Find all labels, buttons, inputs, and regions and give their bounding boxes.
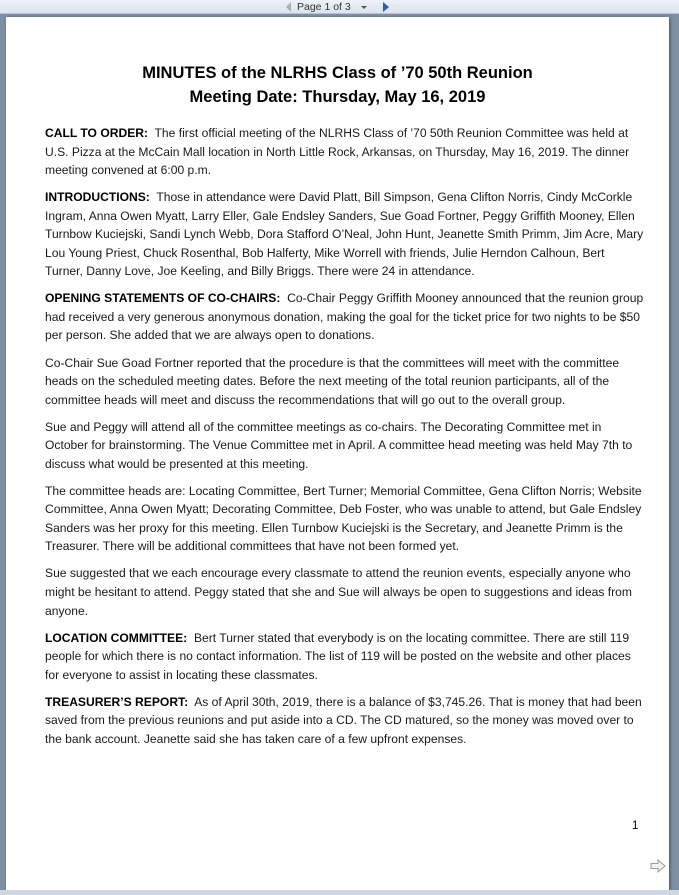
viewer-toolbar (0, 0, 679, 14)
paragraph-location-committee (45, 629, 645, 685)
meeting-date-title: Meeting Date: Thursday, May 16, 2019 (189, 88, 486, 106)
paragraph-committee-heads (45, 482, 645, 556)
paragraph-text: Sue suggested that we each encourage every classmate to attend the reunion events, especially anyone who might be hesitant to attend. Peggy stated that she and Sue will always be open to suggestions and ideas from anyone. (45, 566, 632, 618)
paragraph-procedure (45, 354, 645, 410)
next-page-icon[interactable] (383, 2, 389, 12)
paragraph-text: As of April 30th, 2019, there is a balance of $3,745.26. That is money that had been saved from the previous reunions and put aside into a CD. The CD matured, so the money was moved over to the bank account. Jeanette said she has taken care of a few upfront expenses. (45, 694, 642, 746)
previous-page-icon[interactable] (286, 2, 291, 12)
paragraph-opening-statements (45, 289, 645, 345)
paragraph-text: Co-Chair Peggy Griffith Mooney announced that the reunion group had received a very generous anonymous donation, making the goal for the ticket price for two nights to be $50 per person. She added that we are always open to donations. (45, 291, 644, 343)
page-number: 1 (632, 820, 639, 832)
document-page (6, 17, 669, 890)
paragraph-text: Bert Turner stated that everybody is on the locating committee. There are still 119 people for which there is no contact information. The list of 119 will be posted on the website and other places for everyone to assist in locating these classmates. (45, 630, 631, 682)
paragraph-committee-meetings (45, 418, 645, 474)
section-heading: OPENING STATEMENTS OF CO-CHAIRS: (45, 291, 281, 306)
paragraph-treasurers-report (45, 693, 645, 749)
page-dropdown-icon[interactable] (361, 6, 367, 9)
paragraph-text: Those in attendance were David Platt, Bill Simpson, Gena Clifton Norris, Cindy McCorkle Ingram, Anna Owen Myatt, Larry Eller, Gale Endsley Sanders, Sue Goad Fortner, Peggy Griffith Mooney, Ellen Turnbow Kuciejski, Sandi Lynch Webb, Dora Stafford O’Neal, John Hunt, Jeanette Smith Primm, Jim Acre, Mary Lou Young Priest, Chuck Rosenthal, Bob Halferty, Mike Worrell with friends, Julie Herndon Calhoun, Bert Turner, Danny Love, Joe Keeling, and Billy Briggs. There were 24 in attendance. (45, 190, 644, 279)
next-page-arrow-icon[interactable] (650, 859, 666, 873)
section-heading: CALL TO ORDER: (45, 126, 149, 140)
paragraph-text: Co-Chair Sue Goad Fortner reported that the procedure is that the committees will meet with the committee heads on the scheduled meeting dates. Before the next meeting of the total reunion participants, all of the committee heads will meet and discuss the recommendations that will go out to the overall group. (45, 355, 620, 407)
section-heading: TREASURER’S REPORT: (45, 694, 189, 709)
paragraph-text: The committee heads are: Locating Committee, Bert Turner; Memorial Committee, Gena Clifton Norris; Website Committee, Anna Owen Myatt; Decorating Committee, Deb Foster, who was unable to attend, but Gale Endsley Sanders was her proxy for this meeting. Ellen Turnbow Kuciejski is the Secretary, and Jeanette Primm is the Treasurer. There will be additional committees that have not been formed yet. (45, 483, 642, 554)
section-heading: INTRODUCTIONS: (45, 190, 150, 205)
paragraph-encourage (45, 564, 645, 620)
page-indicator: Page 1 of 3 (297, 1, 351, 13)
paragraph-call-to-order (45, 124, 645, 180)
page-navigator (286, 0, 389, 14)
paragraph-text: The first official meeting of the NLRHS Class of ’70 50th Reunion Committee was held at U.S. Pizza at the McCain Mall location in North Little Rock, Arkansas, on Thursday, May 16, 2019. The dinner meeting convened at 6:00 p.m. (45, 126, 630, 178)
section-heading: LOCATION COMMITTEE: (45, 630, 188, 645)
paragraph-introductions (45, 188, 645, 281)
document-title: MINUTES of the NLRHS Class of ’70 50th Reunion (142, 64, 533, 82)
minutes-body (45, 124, 645, 757)
horizontal-scroll-area[interactable] (0, 890, 679, 895)
paragraph-text: Sue and Peggy will attend all of the committee meetings as co-chairs. The Decorating Committee met in October for brainstorming. The Venue Committee met in April. A committee head meeting was held May 7th to discuss what would be presented at this meeting. (45, 419, 633, 471)
